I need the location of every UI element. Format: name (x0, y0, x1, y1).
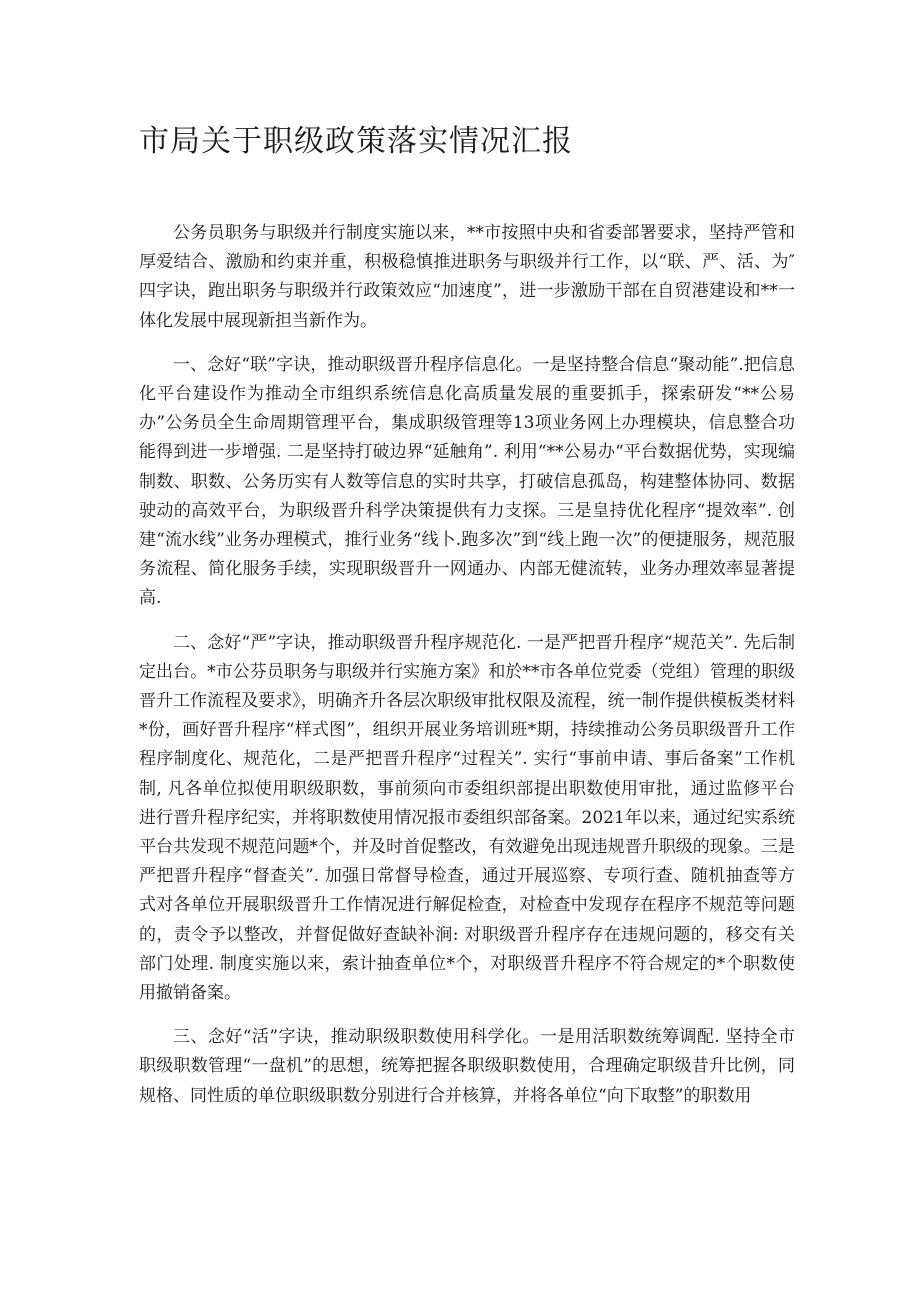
intro-paragraph: 公务员职务与职级并行制度实施以来，**市按照中央和省委部署要求，坚持严管和厚爱结合、激励和约束并重，积极稳慎推进职务与职级并行工作，以“联、严、活、为″四字诀，跑出职务与职级并行政策效应“加速度”，进一步激励干部在自贸港建设和**一体化发展中展现新担当新作为。 (139, 223, 795, 331)
document-title: 市局关于职级政策落实情况汇报 (139, 124, 573, 159)
section-one-paragraph: 一、念好“联”字诀，推动职级晋升程序信息化。一是坚持整合信息“聚动能”.把信息化平台建设作为推动全市组织系统信息化高质量发展的重要抓手，探索研发“**公易办”公务员全生命周期管理平台，集成职级管理等13项业务网上办理模块，信息整合功能得到进一步增强. 二是坚持打破边界“延触角”. 利用“**公易办“平台数据优势，实现编制数、职数、公务历实有人数等信息的实时共享，打破信息孤岛，构建整体协同、数据驶动的高效平台，为职级晋升科学决策提供有力支探。三是皇持优化程序“提效率”. 创建“流水线”业务办理模式，推行业务“线卜.跑多次”到“线上跑一次”的便捷服务，规范服务流程、简化服务手续，实现职级晋升一网通办、内部无健流转，业务办理效率显著提高. (139, 354, 795, 609)
document-body (139, 219, 795, 1111)
section-three-paragraph: 三、念好“活”字诀，推动职级职数使用科学化。一是用活职数统筹调配. 坚持全市职级职数管理“一盘机”的思想，统筹把握各职级职数使用，合理确定职级昔升比例，同规格、同性质的单位职级职数分别进行合并核算，并将各单位“向下取整”的职数用 (139, 1027, 795, 1106)
section-two-paragraph: 二、念好“严”字诀，推动职级晋升程序规范化. 一是严把晋升程序“规范关”. 先后制定出台。*市公芬员职务与职级并行实施方案》和於**市各单位党委（党组）管理的职级晋升工作流程及要求》，明确齐升各层次职级审批权限及流程，统一制作提供模板类材料*份，画好晋升程序“样式图”，组织开展业务培训班*期，持续推动公务员职级晋升工作程序制度化、规范化，二是严把晋升程序“过程关”. 实行“事前申请、事后备案”工作机制, 凡各单位拟使用职级职数，事前须向市委组织部提出职数使用审批，通过监修平台进行晋升程序纪实，并将职数使用情况报市委组织部备案。2021年以来，通过纪实系统平台共发现不规范问题*个，并及时首促整改，有效避免出现违规晋升职级的现象。三是严把晋升程序“督查关”. 加强日常督导检查，通过开展巡察、专项行查、随机抽查等方式对各单位开展职级晋升工作情况进行解促检查，对检查中发现存在程序不规范等问题的，责令予以整改，并督促做好查缺补涧: 对职级晋升程序存在违规问题的，移交有关部门处理. 制度实施以来，索计抽查单位*个，对职级晋升程序不符合规定的*个职数使用撤销备案。 (139, 632, 795, 1004)
